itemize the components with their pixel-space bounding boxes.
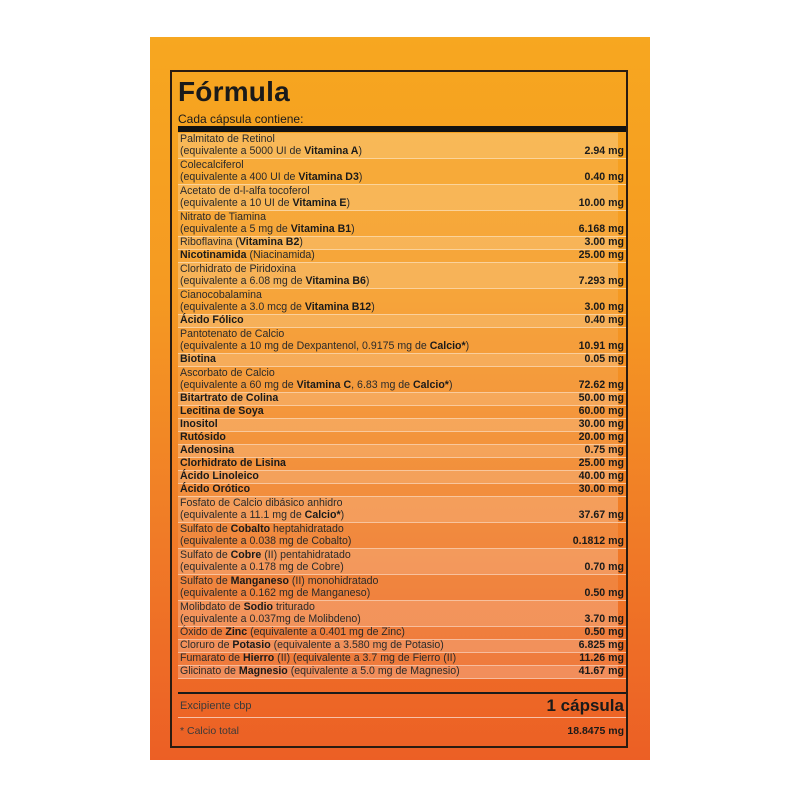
ingredient-text: Sulfato de (180, 548, 231, 561)
ingredient-text: (equivalente a 0.037mg de Molibdeno) (180, 613, 361, 626)
ingredient-line (180, 523, 573, 536)
ingredient-bold-text: Adenosina (180, 444, 235, 457)
ingredient-amount: 41.67 mg (578, 665, 624, 678)
ingredient-text: Fumarato de (180, 652, 244, 665)
ingredient-amount: 2.94 mg (584, 145, 624, 158)
ingredient-amount: 3.70 mg (584, 613, 624, 626)
ingredient-amount: 25.00 mg (578, 249, 624, 262)
ingredient-text: (equivalente a 5000 UI de (180, 145, 305, 158)
ingredient-name (180, 133, 585, 158)
ingredient-line (180, 470, 579, 483)
ingredient-text: Pantotenato de Calcio (180, 327, 285, 340)
ingredient-line (180, 601, 585, 614)
ingredient-text: Fosfato de Calcio dibásico anhidro (180, 496, 343, 509)
ingredient-text: Cianocobalamina (180, 288, 262, 301)
ingredient-amount: 25.00 mg (578, 457, 624, 470)
ingredient-text: Nitrato de Tiamina (180, 210, 266, 223)
ingredient-text: (equivalente a 3.580 mg de Potasio) (270, 639, 444, 652)
ingredient-row (178, 523, 626, 549)
ingredient-name (180, 639, 579, 652)
ingredient-line (180, 185, 579, 198)
ingredient-amount: 20.00 mg (578, 431, 624, 444)
ingredient-text: (equivalente a 6.08 mg de (180, 275, 306, 288)
ingredient-text: (equivalente a 60 mg de (180, 379, 297, 392)
ingredient-line (180, 159, 585, 172)
ingredient-amount: 72.62 mg (578, 379, 624, 392)
ingredient-bold-text: Ácido Linoleico (180, 470, 259, 483)
ingredient-row (178, 185, 626, 211)
ingredient-line (180, 211, 579, 224)
ingredient-bold-text: Rutósido (180, 431, 226, 444)
ingredient-name (180, 367, 579, 392)
ingredient-amount: 37.67 mg (578, 509, 624, 522)
ingredient-text: Riboflavina ( (180, 236, 239, 249)
ingredient-bold-text: Ácido Fólico (180, 314, 244, 327)
ingredient-amount: 11.26 mg (579, 652, 624, 665)
ingredient-line (180, 405, 579, 418)
ingredient-name (180, 483, 579, 496)
ingredient-row (178, 627, 626, 640)
excipient-value: 1 cápsula (546, 695, 624, 715)
calcium-total-row (178, 722, 626, 740)
ingredient-row (178, 432, 626, 445)
ingredient-list (178, 133, 626, 679)
ingredient-line (180, 367, 579, 380)
ingredient-text: (II) (equivalente a 3.7 mg de Fierro (II) (274, 652, 457, 665)
ingredient-bold-text: Cobre (230, 548, 262, 561)
ingredient-line (180, 444, 585, 457)
ingredient-amount: 7.293 mg (578, 275, 624, 288)
ingredient-text: (equivalente a 0.162 mg de Manganeso) (180, 587, 371, 600)
ingredient-line (180, 223, 579, 236)
ingredient-text: (equivalente a 10 mg de Dexpantenol, 0.9175 mg de (180, 340, 430, 353)
ingredient-text: (equivalente a 5 mg de (180, 223, 291, 236)
ingredient-name (180, 314, 585, 327)
ingredient-bold-text: Manganeso (230, 574, 289, 587)
ingredient-bold-text: Vitamina B6 (305, 275, 366, 288)
page-title: Fórmula (178, 76, 290, 107)
ingredient-row (178, 653, 626, 666)
ingredient-line (180, 549, 585, 562)
ingredient-row (178, 367, 626, 393)
formula-frame (170, 70, 628, 748)
calcium-total-value: 18.8475 mg (567, 725, 624, 737)
ingredient-amount: 3.00 mg (584, 301, 624, 314)
excipient-row (178, 692, 626, 718)
ingredient-text: heptahidratado (270, 522, 344, 535)
ingredient-line (180, 353, 585, 366)
ingredient-bold-text: Sodio (243, 600, 274, 613)
ingredient-name (180, 263, 579, 288)
ingredient-amount: 3.00 mg (584, 236, 624, 249)
ingredient-line (180, 236, 585, 249)
ingredient-name (180, 549, 585, 574)
ingredient-name (180, 497, 579, 522)
ingredient-text: (II) pentahidratado (261, 548, 351, 561)
ingredient-line (180, 431, 579, 444)
ingredient-bold-text: Vitamina D3 (298, 171, 359, 184)
ingredient-row (178, 328, 626, 354)
ingredient-row (178, 354, 626, 367)
ingredient-text: (equivalente a 10 UI de (180, 197, 293, 210)
ingredient-text: (equivalente a 0.178 mg de Cobre) (180, 561, 344, 574)
ingredient-row (178, 211, 626, 237)
ingredient-bold-text: Cobalto (230, 522, 271, 535)
ingredient-line (180, 249, 579, 262)
ingredient-text: , 6.83 mg de (351, 379, 414, 392)
ingredient-name (180, 328, 579, 353)
ingredient-text: Acetato de d-l-alfa tocoferol (180, 184, 310, 197)
ingredient-bold-text: Calcio* (304, 509, 341, 522)
ingredient-line (180, 379, 579, 392)
page-subtitle: Cada cápsula contiene: (178, 112, 304, 126)
ingredient-amount: 0.40 mg (584, 171, 624, 184)
ingredient-amount: 30.00 mg (578, 483, 624, 496)
ingredient-row (178, 250, 626, 263)
ingredient-line (180, 145, 585, 158)
ingredient-amount: 50.00 mg (578, 392, 624, 405)
ingredient-row (178, 575, 626, 601)
ingredient-text: Ascorbato de Calcio (180, 366, 275, 379)
ingredient-name (180, 211, 579, 236)
ingredient-text: ) (365, 275, 370, 288)
ingredient-text: ) (448, 379, 453, 392)
ingredient-line (180, 561, 585, 574)
ingredient-name (180, 626, 585, 639)
ingredient-line (180, 652, 579, 665)
ingredient-bold-text: Calcio* (413, 379, 449, 392)
ingredient-amount: 0.50 mg (584, 626, 624, 639)
ingredient-line (180, 626, 585, 639)
ingredient-amount: 10.91 mg (578, 340, 624, 353)
ingredient-amount: 0.40 mg (584, 314, 624, 327)
ingredient-row (178, 445, 626, 458)
ingredient-name (180, 392, 579, 405)
ingredient-name (180, 418, 579, 431)
ingredient-text: ) (299, 236, 303, 249)
ingredient-text: Clorhidrato de Piridoxina (180, 262, 297, 275)
ingredient-amount: 10.00 mg (578, 197, 624, 210)
ingredient-text: (Niacinamida) (246, 249, 315, 262)
ingredient-bold-text: Vitamina A (304, 145, 359, 158)
ingredient-bold-text: Ácido Orótico (180, 483, 251, 496)
ingredient-text: ) (340, 509, 345, 522)
ingredient-bold-text: Zinc (225, 626, 248, 639)
ingredient-text: Sulfato de (180, 522, 231, 535)
ingredient-bold-text: Biotina (180, 353, 216, 366)
ingredient-text: (equivalente a 0.038 mg de Cobalto) (180, 535, 352, 548)
ingredient-amount: 6.168 mg (578, 223, 624, 236)
ingredient-line (180, 587, 585, 600)
ingredient-row (178, 237, 626, 250)
ingredient-row (178, 393, 626, 406)
ingredient-line (180, 665, 579, 678)
ingredient-name (180, 289, 585, 314)
ingredient-row (178, 601, 626, 627)
ingredient-row (178, 419, 626, 432)
ingredient-name (180, 523, 573, 548)
ingredient-text: (II) monohidratado (288, 574, 379, 587)
ingredient-amount: 0.75 mg (584, 444, 624, 457)
ingredient-text: ) (358, 145, 362, 158)
ingredient-text: Palmitato de Retinol (180, 132, 275, 145)
ingredient-name (180, 185, 579, 210)
ingredient-row (178, 549, 626, 575)
ingredient-line (180, 314, 585, 327)
ingredient-name (180, 159, 585, 184)
ingredient-name (180, 457, 579, 470)
ingredient-text: (equivalente a 11.1 mg de (180, 509, 305, 522)
ingredient-bold-text: Potasio (232, 639, 271, 652)
ingredient-name (180, 249, 579, 262)
ingredient-amount: 40.00 mg (578, 470, 624, 483)
ingredient-text: Colecalciferol (180, 158, 244, 171)
ingredient-bold-text: Hierro (243, 652, 275, 665)
ingredient-text: Sulfato de (180, 574, 231, 587)
ingredient-text: ) (358, 171, 363, 184)
excipient-label: Excipiente cbp (180, 699, 252, 712)
ingredient-bold-text: Vitamina B12 (304, 301, 372, 314)
ingredient-line (180, 328, 579, 341)
ingredient-line (180, 457, 579, 470)
ingredient-text: Óxido de (180, 626, 226, 639)
ingredient-line (180, 197, 579, 210)
ingredient-text: triturado (273, 600, 315, 613)
ingredient-bold-text: Magnesio (238, 665, 288, 678)
ingredient-amount: 0.50 mg (584, 587, 624, 600)
ingredient-row (178, 289, 626, 315)
ingredient-bold-text: Vitamina E (292, 197, 347, 210)
ingredient-line (180, 535, 573, 548)
ingredient-bold-text: Vitamina B2 (238, 236, 300, 249)
ingredient-bold-text: Nicotinamida (180, 249, 247, 262)
ingredient-bold-text: Lecitina de Soya (180, 405, 264, 418)
ingredient-text: Cloruro de (180, 639, 233, 652)
ingredient-line (180, 575, 585, 588)
ingredient-line (180, 340, 579, 353)
ingredient-line (180, 289, 585, 302)
ingredient-amount: 0.1812 mg (572, 535, 624, 548)
ingredient-line (180, 509, 579, 522)
ingredient-line (180, 301, 585, 314)
ingredient-bold-text: Vitamina B1 (290, 223, 352, 236)
ingredient-line (180, 171, 585, 184)
ingredient-line (180, 483, 579, 496)
ingredient-bold-text: Clorhidrato de Lisina (180, 457, 286, 470)
ingredient-text: ) (351, 223, 355, 236)
ingredient-name (180, 236, 585, 249)
ingredient-bold-text: Bitartrato de Colina (180, 392, 279, 405)
ingredient-bold-text: Inositol (180, 418, 218, 431)
ingredient-name (180, 652, 579, 665)
ingredient-name (180, 444, 585, 457)
ingredient-row (178, 315, 626, 328)
ingredient-text: (equivalente a 5.0 mg de Magnesio) (287, 665, 460, 678)
ingredient-name (180, 470, 579, 483)
ingredient-row (178, 666, 626, 679)
ingredient-row (178, 406, 626, 419)
ingredient-amount: 0.05 mg (584, 353, 624, 366)
ingredient-row (178, 484, 626, 497)
ingredient-text: Glicinato de (180, 665, 239, 678)
ingredient-line (180, 639, 579, 652)
ingredient-line (180, 418, 579, 431)
ingredient-text: ) (346, 197, 351, 210)
ingredient-line (180, 133, 585, 146)
ingredient-amount: 30.00 mg (578, 418, 624, 431)
ingredient-amount: 0.70 mg (584, 561, 624, 574)
ingredient-text: (equivalente a 3.0 mcg de (180, 301, 305, 314)
ingredient-row (178, 640, 626, 653)
ingredient-text: Molibdato de (180, 600, 244, 613)
product-box-panel (150, 37, 650, 760)
ingredient-text: (equivalente a 400 UI de (180, 171, 299, 184)
ingredient-name (180, 431, 579, 444)
ingredient-line (180, 263, 579, 276)
ingredient-text: ) (371, 301, 375, 314)
ingredient-name (180, 601, 585, 626)
ingredient-line (180, 613, 585, 626)
ingredient-amount: 6.825 mg (578, 639, 624, 652)
ingredient-row (178, 497, 626, 523)
ingredient-amount: 60.00 mg (578, 405, 624, 418)
ingredient-line (180, 275, 579, 288)
ingredient-name (180, 575, 585, 600)
ingredient-name (180, 353, 585, 366)
ingredient-line (180, 497, 579, 510)
header-bar (178, 126, 626, 132)
ingredient-bold-text: Calcio* (429, 340, 466, 353)
ingredient-line (180, 392, 579, 405)
ingredient-bold-text: Vitamina C (296, 379, 352, 392)
ingredient-row (178, 133, 626, 159)
ingredient-row (178, 263, 626, 289)
ingredient-name (180, 665, 579, 678)
ingredient-name (180, 405, 579, 418)
calcium-total-label: * Calcio total (180, 725, 239, 737)
ingredient-text: ) (465, 340, 470, 353)
ingredient-row (178, 159, 626, 185)
ingredient-text: (equivalente a 0.401 mg de Zinc) (247, 626, 405, 639)
